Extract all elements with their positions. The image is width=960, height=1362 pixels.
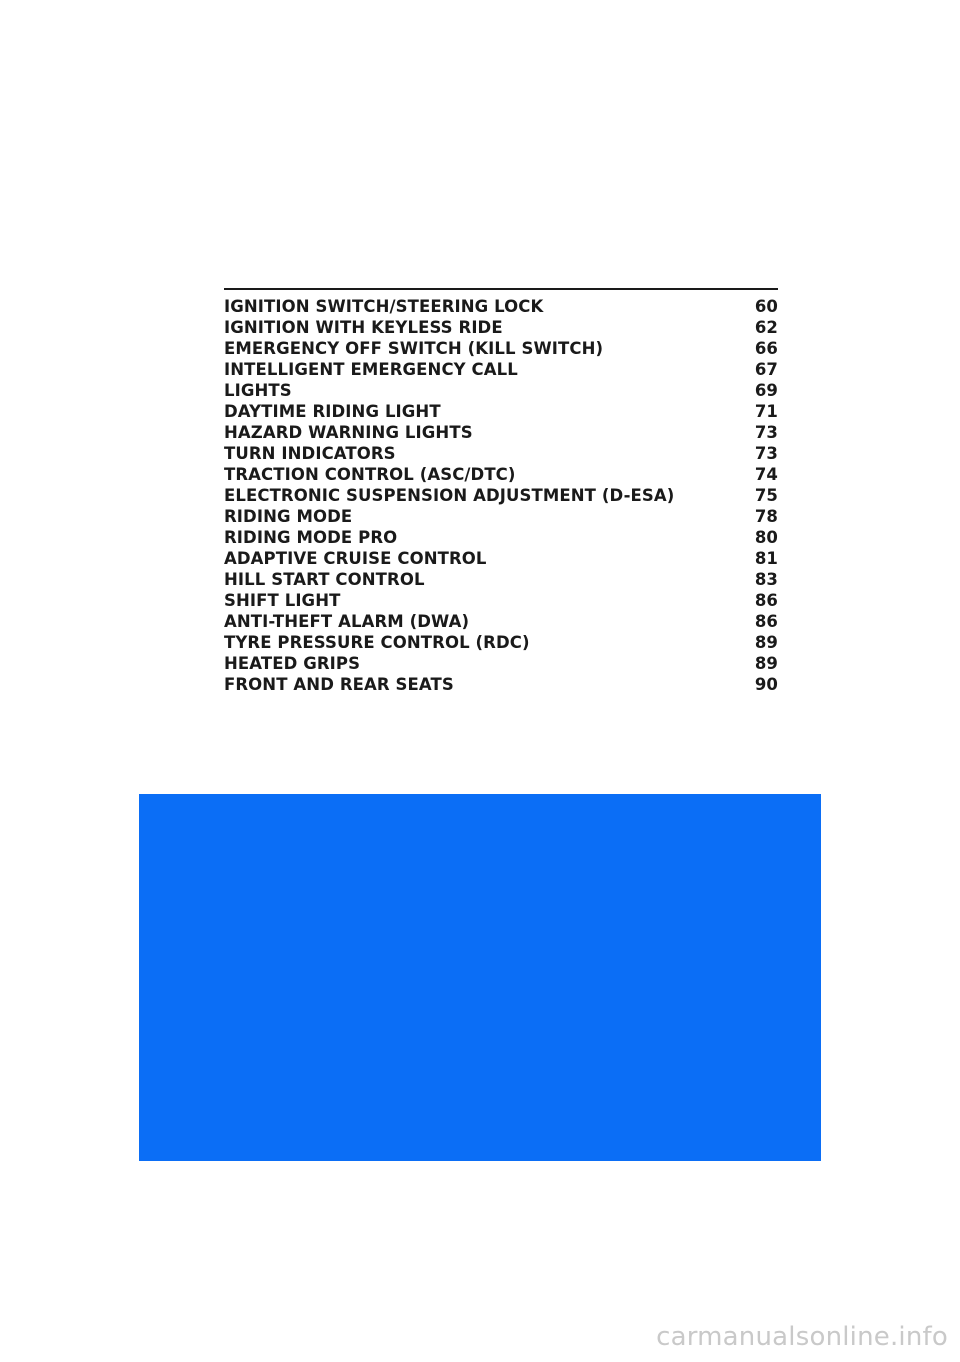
- toc-entry[interactable]: [224, 380, 778, 401]
- toc-entry-title: IGNITION SWITCH/STEERING LOCK: [224, 297, 544, 316]
- toc-entry-title: DAYTIME RIDING LIGHT: [224, 402, 441, 421]
- toc-entry[interactable]: [224, 590, 778, 611]
- toc-entry[interactable]: [224, 359, 778, 380]
- chapter-color-panel: [139, 794, 821, 1161]
- toc-entry-page: 67: [754, 360, 778, 379]
- toc-entry[interactable]: [224, 527, 778, 548]
- toc-entry[interactable]: [224, 401, 778, 422]
- toc-entry-page: 66: [754, 339, 778, 358]
- toc-entry[interactable]: [224, 548, 778, 569]
- toc-entry-title: SHIFT LIGHT: [224, 591, 341, 610]
- toc-entry[interactable]: [224, 674, 778, 695]
- toc-entry-title: ELECTRONIC SUSPENSION ADJUSTMENT (D-ESA): [224, 486, 675, 505]
- toc-entry[interactable]: [224, 611, 778, 632]
- toc-entry-page: 75: [754, 486, 778, 505]
- toc-entry-title: ADAPTIVE CRUISE CONTROL: [224, 549, 487, 568]
- toc-entry[interactable]: [224, 653, 778, 674]
- toc-entry[interactable]: [224, 443, 778, 464]
- toc-entry[interactable]: [224, 632, 778, 653]
- watermark: carmanualsonline.info: [656, 1322, 948, 1352]
- toc-entry[interactable]: [224, 506, 778, 527]
- toc-entry-page: 71: [754, 402, 778, 421]
- toc-entry-title: FRONT AND REAR SEATS: [224, 675, 454, 694]
- toc-entry-title: RIDING MODE PRO: [224, 528, 398, 547]
- toc-entry-page: 73: [754, 423, 778, 442]
- toc-entry[interactable]: [224, 464, 778, 485]
- toc-entry-title: TYRE PRESSURE CONTROL (RDC): [224, 633, 530, 652]
- toc-entry[interactable]: [224, 317, 778, 338]
- toc-entry-title: HEATED GRIPS: [224, 654, 361, 673]
- toc-entry-page: 60: [754, 297, 778, 316]
- toc-entry-page: 80: [754, 528, 778, 547]
- toc-entry-page: 62: [754, 318, 778, 337]
- toc-entry-page: 90: [754, 675, 778, 694]
- toc-entry[interactable]: [224, 485, 778, 506]
- toc-entry-title: LIGHTS: [224, 381, 292, 400]
- toc-entry-title: ANTI-THEFT ALARM (DWA): [224, 612, 470, 631]
- toc-entry-page: 74: [754, 465, 778, 484]
- toc-entry-title: TRACTION CONTROL (ASC/DTC): [224, 465, 516, 484]
- toc-entry-page: 86: [754, 612, 778, 631]
- table-of-contents: [224, 288, 778, 695]
- toc-entry-page: 73: [754, 444, 778, 463]
- toc-entry-title: IGNITION WITH KEYLESS RIDE: [224, 318, 503, 337]
- toc-entry-page: 81: [754, 549, 778, 568]
- toc-entry-title: HILL START CONTROL: [224, 570, 425, 589]
- toc-entry[interactable]: [224, 422, 778, 443]
- toc-entry-page: 89: [754, 654, 778, 673]
- toc-entry-title: HAZARD WARNING LIGHTS: [224, 423, 473, 442]
- toc-entry-page: 69: [754, 381, 778, 400]
- toc-entry[interactable]: [224, 569, 778, 590]
- toc-entry-page: 89: [754, 633, 778, 652]
- toc-entry-title: INTELLIGENT EMERGENCY CALL: [224, 360, 518, 379]
- toc-entry-page: 83: [754, 570, 778, 589]
- toc-entry[interactable]: [224, 338, 778, 359]
- toc-entry-title: RIDING MODE: [224, 507, 353, 526]
- toc-entry[interactable]: [224, 296, 778, 317]
- toc-entry-title: EMERGENCY OFF SWITCH (KILL SWITCH): [224, 339, 604, 358]
- toc-entry-title: TURN INDICATORS: [224, 444, 396, 463]
- toc-entry-page: 78: [754, 507, 778, 526]
- toc-entry-page: 86: [754, 591, 778, 610]
